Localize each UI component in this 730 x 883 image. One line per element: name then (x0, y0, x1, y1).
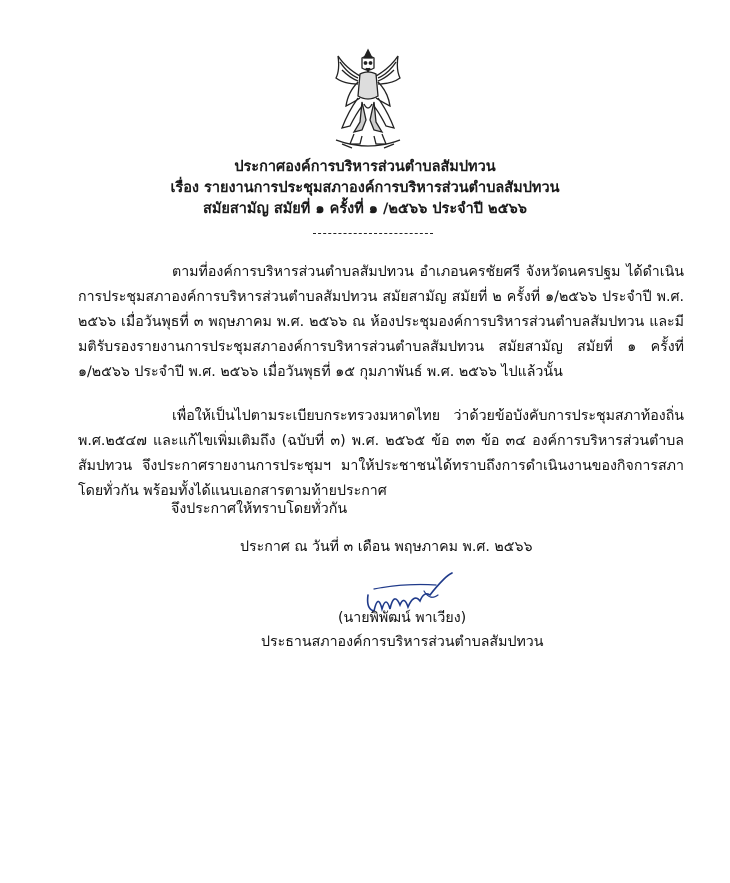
signer-name: (นายพิพัฒน์ พาเวียง) (338, 610, 467, 626)
paragraph-1-text: ตามที่องค์การบริหารส่วนตำบลสัมปทวน อำเภอนครชัยศรี จังหวัดนครปฐม ได้ดำเนินการประชุมสภาองค์การบริหารส่วนตำบลสัมปทวน สมัยสามัญ สมัยที่ ๒ ครั้งที่ ๑/๒๕๖๖ ประจำปี พ.ศ. ๒๕๖๖ เมื่อวันพุธที่ ๓ พฤษภาคม พ.ศ. ๒๕๖๖ ณ ห้องประชุมองค์การบริหารส่วนตำบลสัมปทวน และมีมติรับรองรายงานการประชุมสภาองค์การบริหารส่วนตำบลสัมปทวน สมัยสามัญ สมัยที่ ๑ ครั้งที่ ๑/๒๕๖๖ ประจำปี พ.ศ. ๒๕๖๖ เมื่อวันพุธที่ ๑๕ กุมภาพันธ์ พ.ศ. ๒๕๖๖ ไปแล้วนั้น (78, 264, 684, 380)
header-divider (313, 233, 433, 234)
announcement-title: ประกาศองค์การบริหารส่วนตำบลสัมปทวน (234, 159, 496, 175)
paragraph-regulation (78, 404, 684, 504)
garuda-emblem-icon (328, 48, 408, 150)
subject-line: เรื่อง รายงานการประชุมสภาองค์การบริหารส่วนตำบลสัมปทวน (170, 180, 560, 196)
signer-position: ประธานสภาองค์การบริหารส่วนตำบลสัมปทวน (261, 634, 544, 650)
paragraph-meeting-report (78, 260, 684, 385)
closing-line: จึงประกาศให้ทราบโดยทั่วกัน (171, 501, 348, 517)
paragraph-2-text: เพื่อให้เป็นไปตามระเบียบกระทรวงมหาดไทย ว่าด้วยข้อบังคับการประชุมสภาท้องถิ่น พ.ศ.๒๕๔๗ และแก้ไขเพิ่มเติมถึง (ฉบับที่ ๓) พ.ศ. ๒๕๖๕ ข้อ ๓๓ ข้อ ๓๔ องค์การบริหารส่วนตำบลสัมปทวน จึงประกาศรายงานการประชุมฯ มาให้ประชาชนได้ทราบถึงการดำเนินงานของกิจการสภาโดยทั่วกัน พร้อมทั้งได้แนบเอกสารตามท้ายประกาศ (78, 408, 684, 499)
announcement-date: ประกาศ ณ วันที่ ๓ เดือน พฤษภาคม พ.ศ. ๒๕๖๖ (240, 539, 533, 555)
session-line: สมัยสามัญ สมัยที่ ๑ ครั้งที่ ๑ /๒๕๖๖ ประจำปี ๒๕๖๖ (203, 201, 527, 217)
document-header (0, 157, 730, 220)
